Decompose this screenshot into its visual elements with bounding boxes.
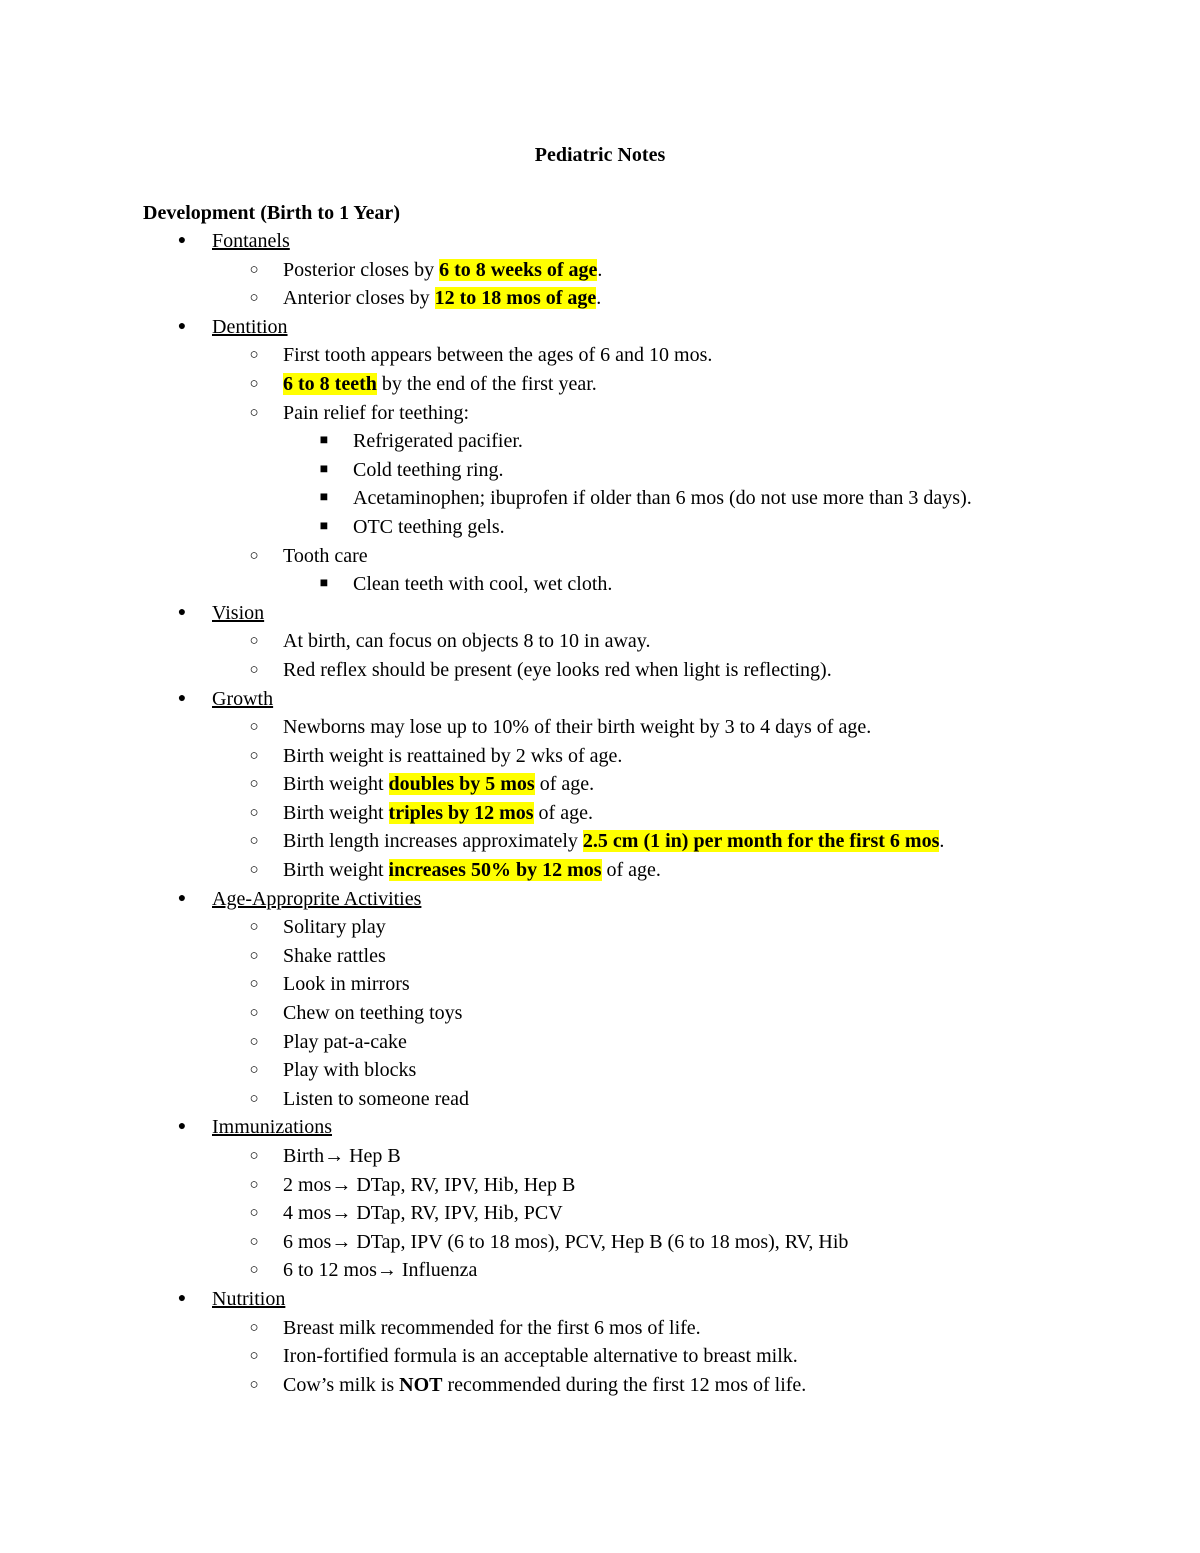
- text-segment: Dentition: [212, 315, 288, 338]
- topic-heading: [0, 313, 1200, 342]
- circle-bullet-icon: ○: [249, 1233, 259, 1250]
- circle-bullet-icon: ○: [249, 747, 259, 764]
- item-text: [283, 1085, 469, 1113]
- circle-bullet-icon: ○: [249, 976, 259, 993]
- list-item: [0, 370, 1200, 399]
- text-segment: Age-Approprite Activities: [212, 887, 422, 910]
- highlighted-text: 6 to 8 weeks of age: [439, 258, 598, 281]
- item-text: [283, 1199, 563, 1227]
- list-item: [0, 999, 1200, 1028]
- item-text: [283, 1056, 416, 1084]
- item-text: [283, 1256, 477, 1284]
- item-text: [283, 1228, 848, 1256]
- text-segment: .: [597, 258, 603, 281]
- list-item: [0, 284, 1200, 313]
- circle-bullet-icon: ○: [249, 947, 259, 964]
- text-segment: Birth weight: [283, 859, 389, 882]
- item-text: [283, 799, 593, 827]
- text-segment: Iron-fortified formula is an acceptable alternative to breast milk.: [283, 1345, 798, 1368]
- topic-heading: [0, 1113, 1200, 1142]
- list-item: [0, 799, 1200, 828]
- list-item: [0, 827, 1200, 856]
- list-item: [0, 1171, 1200, 1200]
- item-text: [283, 827, 944, 855]
- item-text: [212, 1285, 285, 1313]
- item-text: [283, 256, 602, 284]
- text-segment: 4 mos→ DTap, RV, IPV, Hib, PCV: [283, 1202, 563, 1225]
- circle-bullet-icon: ○: [249, 1005, 259, 1022]
- item-text: [283, 970, 410, 998]
- list-item: [0, 970, 1200, 999]
- highlighted-text: doubles by 5 mos: [388, 773, 535, 796]
- text-segment: .: [596, 287, 602, 310]
- square-bullet-icon: ■: [319, 490, 329, 506]
- circle-bullet-icon: ○: [249, 804, 259, 821]
- text-segment: Look in mirrors: [283, 973, 410, 996]
- text-segment: Clean teeth with cool, wet cloth.: [353, 573, 613, 596]
- text-segment: Pain relief for teething:: [283, 401, 470, 424]
- text-segment: Play pat-a-cake: [283, 1030, 407, 1053]
- text-segment: Anterior closes by: [283, 287, 435, 310]
- item-text: [283, 656, 832, 684]
- text-segment: At birth, can focus on objects 8 to 10 in away.: [283, 630, 651, 653]
- highlighted-text: 12 to 18 mos of age: [434, 287, 597, 310]
- circle-bullet-icon: ○: [249, 1090, 259, 1107]
- circle-bullet-icon: ○: [249, 1033, 259, 1050]
- circle-bullet-icon: ○: [249, 547, 259, 564]
- circle-bullet-icon: ○: [249, 1376, 259, 1393]
- list-item: [0, 656, 1200, 685]
- topic-heading: [0, 227, 1200, 256]
- text-segment: by the end of the first year.: [376, 372, 597, 395]
- text-segment: Shake rattles: [283, 944, 386, 967]
- list-item: [0, 627, 1200, 656]
- highlighted-text: 2.5 cm (1 in) per month for the first 6 mos: [582, 830, 940, 853]
- text-segment: 6 to 12 mos→ Influenza: [283, 1259, 478, 1282]
- item-text: [283, 942, 386, 970]
- text-segment: Tooth care: [283, 544, 368, 567]
- circle-bullet-icon: ○: [249, 1148, 259, 1164]
- bullet-icon: ●: [177, 604, 187, 620]
- text-segment: Nutrition: [212, 1287, 286, 1310]
- item-text: [283, 913, 386, 941]
- sub-list-item: [0, 427, 1200, 456]
- sub-list-item: [0, 513, 1200, 542]
- circle-bullet-icon: ○: [249, 1205, 259, 1222]
- item-text: [283, 399, 469, 427]
- topic-heading: [0, 885, 1200, 914]
- circle-bullet-icon: ○: [249, 862, 259, 879]
- sub-list-item: [0, 570, 1200, 599]
- text-segment: of age.: [533, 801, 593, 824]
- circle-bullet-icon: ○: [249, 1262, 259, 1279]
- text-segment: Cow’s milk is: [283, 1373, 400, 1396]
- list-item: [0, 1256, 1200, 1285]
- bullet-icon: ●: [177, 318, 187, 334]
- bullet-icon: ●: [177, 890, 187, 906]
- item-text: [283, 542, 368, 570]
- square-bullet-icon: ■: [319, 433, 329, 449]
- text-segment: Listen to someone read: [283, 1087, 470, 1110]
- list-item: [0, 1228, 1200, 1257]
- sub-list-item: [0, 456, 1200, 485]
- topic-heading: [0, 599, 1200, 628]
- text-segment: Breast milk recommended for the first 6 mos of life.: [283, 1316, 701, 1339]
- text-segment: Play with blocks: [283, 1059, 417, 1082]
- text-segment: recommended during the first 12 mos of life.: [442, 1373, 807, 1396]
- text-segment: Newborns may lose up to 10% of their birth weight by 3 to 4 days of age.: [283, 716, 872, 739]
- circle-bullet-icon: ○: [249, 776, 259, 793]
- circle-bullet-icon: ○: [249, 347, 259, 364]
- circle-bullet-icon: ○: [249, 1319, 259, 1336]
- text-segment: Refrigerated pacifier.: [353, 430, 523, 453]
- topic-heading: [0, 1285, 1200, 1314]
- list-item: [0, 913, 1200, 942]
- bullet-icon: ●: [177, 1290, 187, 1306]
- item-text: [353, 570, 612, 598]
- text-segment: .: [939, 830, 945, 853]
- item-text: [212, 599, 264, 627]
- text-segment: Posterior closes by: [283, 258, 440, 281]
- square-bullet-icon: ■: [319, 518, 329, 534]
- item-text: [283, 999, 462, 1027]
- text-segment: Red reflex should be present (eye looks red when light is reflecting).: [283, 658, 832, 681]
- item-text: [212, 685, 273, 713]
- item-text: [283, 627, 651, 655]
- item-text: [283, 370, 597, 398]
- text-segment: Vision: [212, 601, 265, 624]
- item-text: [283, 742, 622, 770]
- circle-bullet-icon: ○: [249, 719, 259, 736]
- text-segment: Solitary play: [283, 916, 386, 939]
- text-segment: Birth weight is reattained by 2 wks of age.: [283, 744, 623, 767]
- text-segment: Birth length increases approximately: [283, 830, 583, 853]
- text-segment: OTC teething gels.: [353, 515, 505, 538]
- list-item: [0, 1371, 1200, 1400]
- circle-bullet-icon: ○: [249, 633, 259, 650]
- list-item: [0, 1142, 1200, 1171]
- item-text: [283, 1171, 575, 1199]
- text-segment: Birth weight: [283, 801, 389, 824]
- text-segment: 2 mos→ DTap, RV, IPV, Hib, Hep B: [283, 1173, 576, 1196]
- circle-bullet-icon: ○: [249, 1348, 259, 1365]
- text-segment: Growth: [212, 687, 274, 710]
- item-text: [212, 1113, 332, 1141]
- text-segment: Acetaminophen; ibuprofen if older than 6 mos (do not use more than 3 days).: [353, 487, 972, 510]
- list-item: [0, 1199, 1200, 1228]
- circle-bullet-icon: ○: [249, 1062, 259, 1079]
- item-text: [283, 1028, 407, 1056]
- list-item: [0, 399, 1200, 428]
- item-text: [283, 341, 712, 369]
- bullet-icon: ●: [177, 690, 187, 706]
- list-item: [0, 1028, 1200, 1057]
- item-text: [283, 1142, 401, 1170]
- list-item: [0, 1085, 1200, 1114]
- list-item: [0, 256, 1200, 285]
- highlighted-text: triples by 12 mos: [388, 801, 534, 824]
- item-text: [283, 1371, 806, 1399]
- circle-bullet-icon: ○: [249, 290, 259, 307]
- list-item: [0, 942, 1200, 971]
- text-segment: Birth→ Hep B: [283, 1145, 401, 1167]
- text-segment: of age.: [534, 773, 595, 796]
- text-segment: First tooth appears between the ages of 6 and 10 mos.: [283, 344, 713, 367]
- bullet-icon: ●: [177, 233, 187, 248]
- circle-bullet-icon: ○: [249, 1176, 259, 1193]
- highlighted-text: increases 50% by 12 mos: [388, 859, 602, 882]
- item-text: [283, 856, 661, 884]
- item-text: [283, 770, 594, 798]
- text-segment: Cold teething ring.: [353, 458, 504, 481]
- circle-bullet-icon: ○: [249, 375, 259, 392]
- circle-bullet-icon: ○: [249, 404, 259, 421]
- square-bullet-icon: ■: [319, 576, 329, 592]
- text-segment: Chew on teething toys: [283, 1002, 463, 1025]
- section-heading: Development (Birth to 1 Year): [143, 202, 400, 224]
- text-segment: 6 mos→ DTap, IPV (6 to 18 mos), PCV, Hep B (6 to 18 mos), RV, Hib: [283, 1230, 849, 1253]
- text-segment: of age.: [601, 859, 661, 882]
- item-text: [283, 284, 601, 312]
- bullet-icon: ●: [177, 1119, 187, 1135]
- circle-bullet-icon: ○: [249, 919, 259, 936]
- sub-list-item: [0, 484, 1200, 513]
- text-segment: Birth weight: [283, 773, 389, 796]
- list-item: [0, 542, 1200, 571]
- page-title: Pediatric Notes: [534, 144, 666, 166]
- topic-heading: [0, 685, 1200, 714]
- item-text: [283, 1342, 798, 1370]
- item-text: [353, 427, 523, 455]
- circle-bullet-icon: ○: [249, 661, 259, 678]
- text-segment: Immunizations: [212, 1116, 332, 1139]
- list-item: [0, 341, 1200, 370]
- item-text: [212, 885, 421, 913]
- item-text: [353, 513, 505, 541]
- list-item: [0, 1314, 1200, 1343]
- highlighted-text: 6 to 8 teeth: [283, 372, 377, 395]
- list-item: [0, 1342, 1200, 1371]
- item-text: [283, 1314, 701, 1342]
- bold-text: NOT: [399, 1373, 443, 1396]
- item-text: [212, 227, 290, 255]
- list-item: [0, 742, 1200, 771]
- item-text: [212, 313, 288, 341]
- notes-outline: [0, 227, 1200, 1399]
- text-segment: Fontanels: [212, 230, 290, 252]
- list-item: [0, 1056, 1200, 1085]
- list-item: [0, 770, 1200, 799]
- list-item: [0, 856, 1200, 885]
- item-text: [353, 484, 972, 512]
- circle-bullet-icon: ○: [249, 261, 259, 278]
- square-bullet-icon: ■: [319, 461, 329, 477]
- list-item: [0, 713, 1200, 742]
- circle-bullet-icon: ○: [249, 833, 259, 850]
- item-text: [353, 456, 504, 484]
- item-text: [283, 713, 871, 741]
